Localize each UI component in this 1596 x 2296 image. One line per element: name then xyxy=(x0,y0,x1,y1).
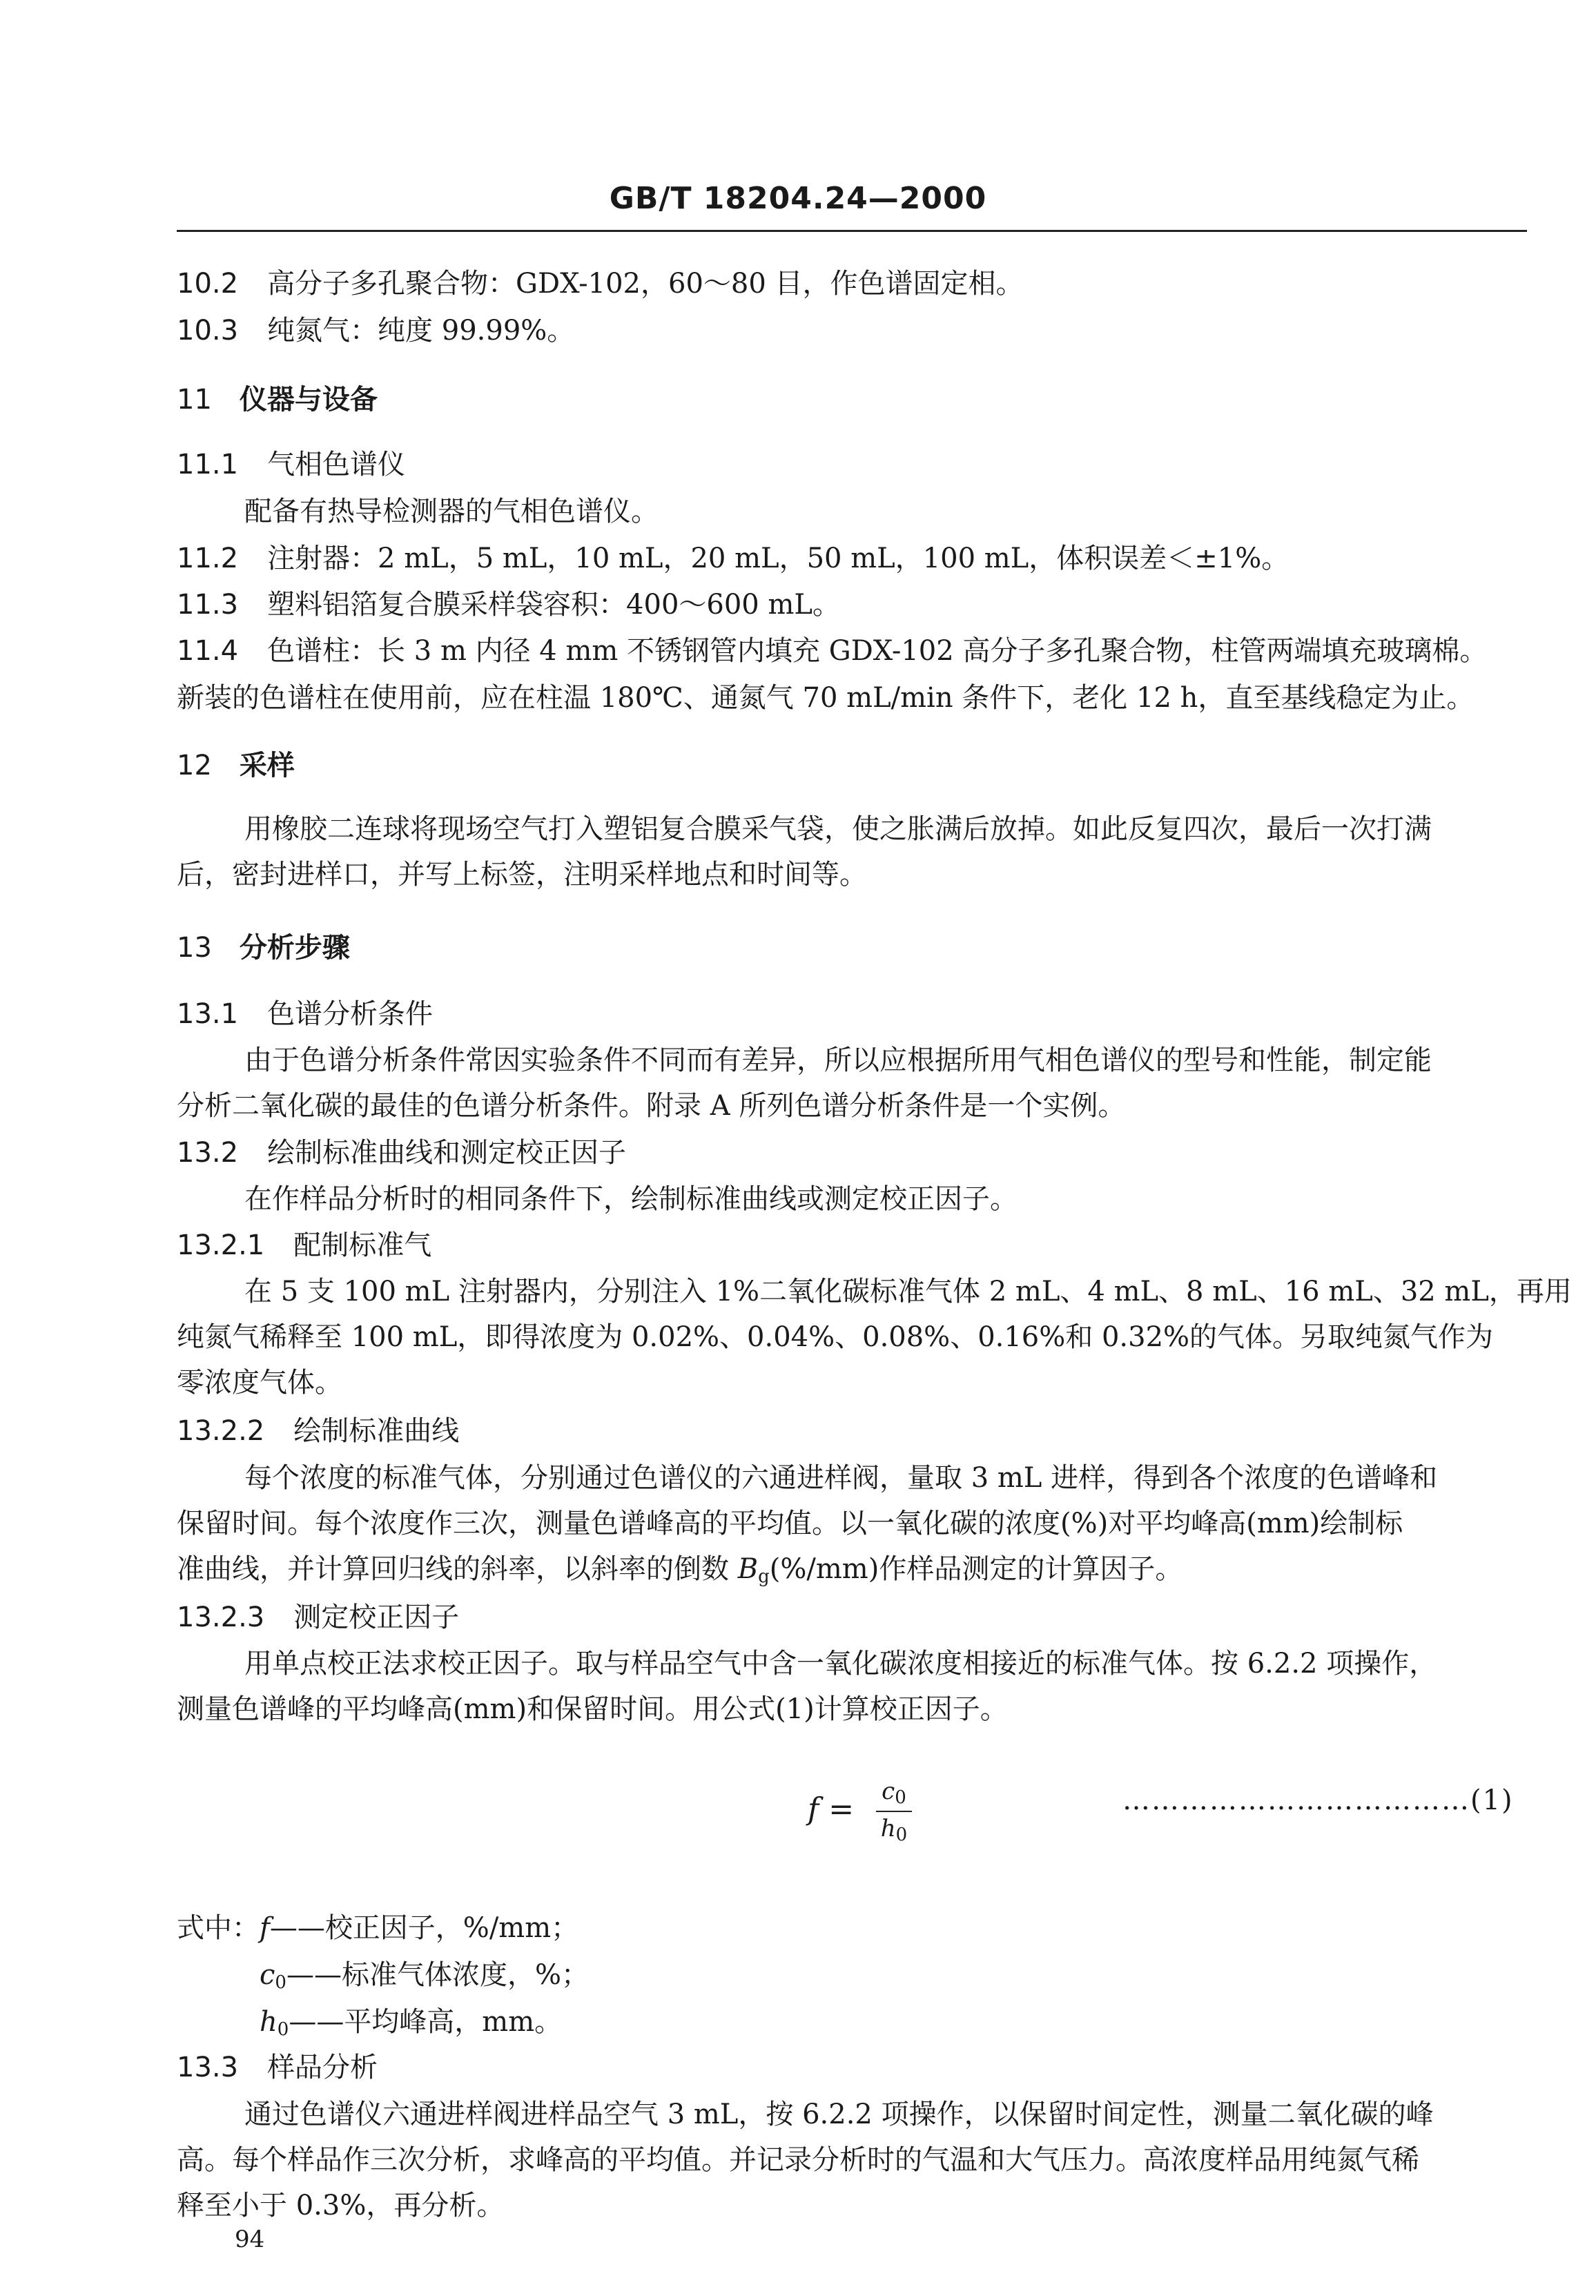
subscript: 0 xyxy=(277,2019,289,2040)
section-11-heading xyxy=(177,377,378,422)
clause-13-2-1-paragraph xyxy=(177,1269,1572,1405)
symbol-c: c xyxy=(882,1778,895,1805)
clause-text: 色谱分析条件 xyxy=(267,998,434,1030)
clause-number: 11.1 xyxy=(177,449,239,480)
clause-text: 样品分析 xyxy=(267,2052,378,2083)
clause-13-2-3 xyxy=(177,1595,1530,1640)
fraction-numerator xyxy=(876,1778,912,1812)
standard-code-header: GB/T 18204.24—2000 xyxy=(609,181,987,216)
clause-text: 绘制标准曲线 xyxy=(293,1415,460,1447)
formula-number: ………………………………(1) xyxy=(1122,1784,1514,1816)
clause-11-1-body: 配备有热导检测器的气相色谱仪。 xyxy=(244,496,659,527)
clause-number: 13.2 xyxy=(177,1137,239,1169)
paragraph-line: 每个浓度的标准气体，分别通过色谱仪的六通进样阀，量取 3 mL 进样，得到各个浓度的色谱峰和 xyxy=(244,1462,1438,1494)
paragraph-line: 纯氮气稀释至 100 mL，即得浓度为 0.02%、0.04%、0.08%、0.16%和 0.32%的气体。另取纯氮气作为 xyxy=(177,1321,1494,1353)
clause-11-4 xyxy=(177,628,1530,674)
page-number: 94 xyxy=(235,2226,265,2253)
fraction xyxy=(876,1778,912,1845)
section-13-heading xyxy=(177,925,350,971)
clause-13-2-3-paragraph xyxy=(177,1641,1530,1732)
clause-13-3-paragraph xyxy=(177,2092,1530,2228)
legend-desc: ——平均峰高，mm。 xyxy=(289,2006,563,2038)
formula-1 xyxy=(808,1778,912,1845)
paragraph-line: 零浓度气体。 xyxy=(177,1367,342,1399)
clause-13-2-2-paragraph xyxy=(177,1455,1530,1599)
legend-desc: ——标准气体浓度，%； xyxy=(286,1959,589,1991)
section-number: 11 xyxy=(177,384,212,416)
fraction-denominator xyxy=(876,1812,912,1845)
legend-desc: ——校正因子，%/mm； xyxy=(269,1912,579,1944)
clause-text: 气相色谱仪 xyxy=(267,449,406,480)
clause-number: 11.2 xyxy=(177,543,239,574)
clause-text: 塑料铝箔复合膜采样袋容积：400～600 mL。 xyxy=(267,589,840,621)
clause-13-2-body: 在作样品分析时的相同条件下，绘制标准曲线或测定校正因子。 xyxy=(244,1183,1018,1215)
paragraph-line: 测量色谱峰的平均峰高(mm)和保留时间。用公式(1)计算校正因子。 xyxy=(177,1693,1008,1725)
paragraph-line: 由于色谱分析条件常因实验条件不同而有差异，所以应根据所用气相色谱仪的型号和性能，制定能 xyxy=(244,1044,1432,1076)
section-title: 分析步骤 xyxy=(239,932,350,964)
clause-13-1-paragraph xyxy=(177,1038,1530,1129)
clause-10-3 xyxy=(177,308,1530,353)
clause-number: 10.3 xyxy=(177,315,239,347)
clause-number: 13.1 xyxy=(177,998,239,1030)
section-number: 12 xyxy=(177,750,212,781)
paragraph-line xyxy=(177,1546,1530,1599)
clause-13-3 xyxy=(177,2045,1530,2090)
clause-10-2 xyxy=(177,261,1530,307)
paragraph-line: 用单点校正法求校正因子。取与样品空气中含一氧化碳浓度相接近的标准气体。按 6.2.2 项操作， xyxy=(244,1648,1437,1680)
paragraph-line: 用橡胶二连球将现场空气打入塑铝复合膜采气袋，使之胀满后放掉。如此反复四次，最后一次打满 xyxy=(244,813,1432,845)
symbol-f: f xyxy=(260,1912,270,1944)
clause-13-2 xyxy=(177,1130,1530,1176)
symbol-b: B xyxy=(737,1553,759,1585)
clause-number: 13.3 xyxy=(177,2052,239,2083)
paragraph-line: 保留时间。每个浓度作三次，测量色谱峰高的平均值。以一氧化碳的浓度(%)对平均峰高(mm)绘制标 xyxy=(177,1508,1403,1539)
paragraph-line: 后，密封进样口，并写上标签，注明采样地点和时间等。 xyxy=(177,859,867,891)
subscript: g xyxy=(758,1566,770,1587)
clause-text: 色谱柱：长 3 m 内径 4 mm 不锈钢管内填充 GDX-102 高分子多孔聚合物，柱管两端填充玻璃棉。 xyxy=(267,635,1488,667)
section-12-heading xyxy=(177,743,295,788)
sampling-paragraph xyxy=(177,806,1530,897)
clause-number: 13.2.1 xyxy=(177,1229,265,1261)
clause-number: 10.2 xyxy=(177,268,239,300)
clause-11-3 xyxy=(177,582,1530,627)
clause-text: 配制标准气 xyxy=(293,1229,432,1261)
formula-lhs: f = xyxy=(808,1791,855,1827)
subscript: 0 xyxy=(895,1825,908,1845)
clause-text: 纯氮气：纯度 99.99%。 xyxy=(267,315,575,347)
paragraph-line: 通过色谱仪六通进样阀进样品空气 3 mL，按 6.2.2 项操作，以保留时间定性，测量二氧化碳的峰 xyxy=(244,2099,1434,2130)
clause-text: 高分子多孔聚合物：GDX-102，60～80 目，作色谱固定相。 xyxy=(267,268,1024,300)
clause-13-1 xyxy=(177,991,1530,1037)
clause-13-2-1 xyxy=(177,1223,1530,1268)
clause-11-2 xyxy=(177,536,1530,581)
clause-text: 测定校正因子 xyxy=(293,1602,460,1633)
clause-11-4-continuation: 新装的色谱柱在使用前，应在柱温 180℃、通氮气 70 mL/min 条件下，老化 12 h，直至基线稳定为止。 xyxy=(177,682,1475,714)
clause-13-2-2 xyxy=(177,1408,1530,1454)
clause-text: 注射器：2 mL，5 mL，10 mL，20 mL，50 mL，100 mL，体积误差＜±1%。 xyxy=(267,543,1290,574)
paragraph-line: 高。每个样品作三次分析，求峰高的平均值。并记录分析时的气温和大气压力。高浓度样品用纯氮气稀 xyxy=(177,2144,1419,2176)
legend-f xyxy=(177,1905,1530,1951)
symbol-c: c xyxy=(260,1959,275,1991)
paragraph-line: 在 5 支 100 mL 注射器内，分别注入 1%二氧化碳标准气体 2 mL、4 mL、8 mL、16 mL、32 mL，再用 xyxy=(244,1276,1572,1307)
header-rule xyxy=(177,230,1527,232)
symbol-h: h xyxy=(260,2006,278,2038)
text-run: (%/mm)作样品测定的计算因子。 xyxy=(769,1553,1183,1585)
symbol-h: h xyxy=(880,1815,896,1842)
section-title: 仪器与设备 xyxy=(239,384,378,416)
section-title: 采样 xyxy=(239,750,295,781)
subscript: 0 xyxy=(895,1787,906,1808)
paragraph-line: 分析二氧化碳的最佳的色谱分析条件。附录 A 所列色谱分析条件是一个实例。 xyxy=(177,1090,1126,1122)
subscript: 0 xyxy=(275,1972,286,1993)
clause-number: 11.4 xyxy=(177,635,239,667)
paragraph-line: 释至小于 0.3%，再分析。 xyxy=(177,2190,505,2221)
text-run: 准曲线，并计算回归线的斜率，以斜率的倒数 xyxy=(177,1553,738,1585)
legend-intro: 式中： xyxy=(177,1912,260,1944)
clause-number: 13.2.3 xyxy=(177,1602,265,1633)
legend-c0 xyxy=(260,1952,1596,2005)
clause-11-1 xyxy=(177,442,1530,487)
section-number: 13 xyxy=(177,932,212,964)
clause-number: 13.2.2 xyxy=(177,1415,265,1447)
clause-text: 绘制标准曲线和测定校正因子 xyxy=(267,1137,627,1169)
clause-number: 11.3 xyxy=(177,589,239,621)
